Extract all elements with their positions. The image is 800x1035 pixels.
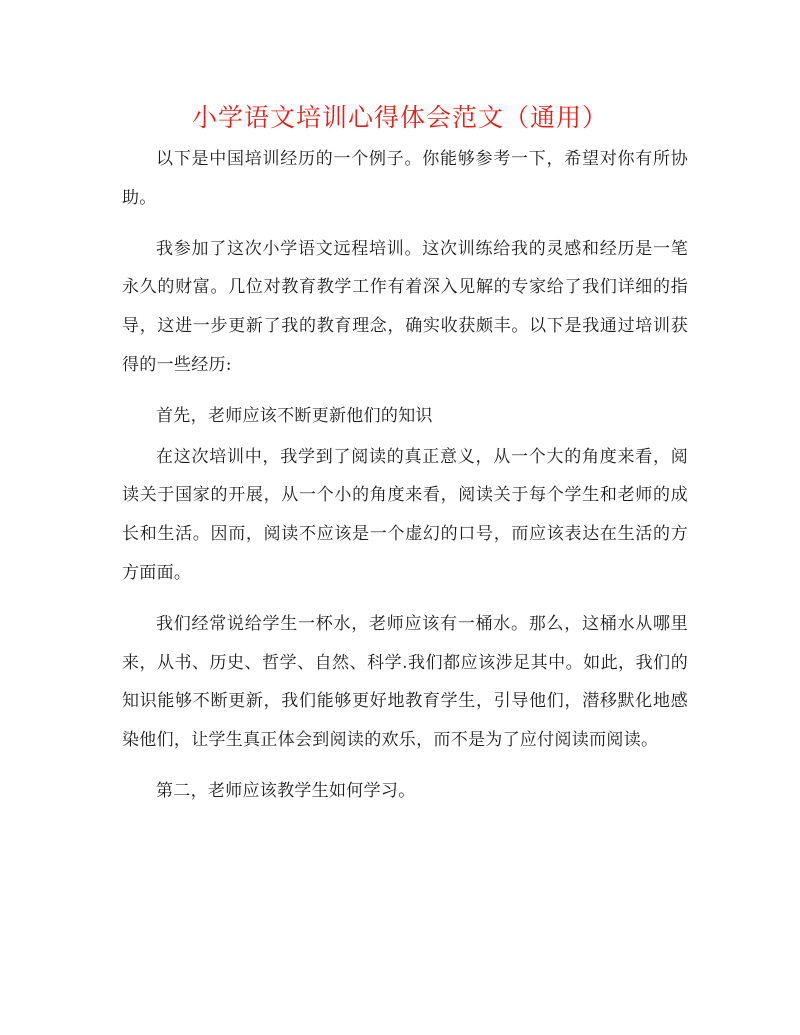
document-body — [122, 140, 688, 813]
paragraph-bucket-of-water: 我们经常说给学生一杯水，老师应该有一桶水。那么，这桶水从哪里来，从书、历史、哲学、自然、科学.我们都应该涉足其中。如此，我们的知识能够不断更新，我们能够更好地教育学生，引导他们，潜移默化地感染他们，让学生真正体会到阅读的欢乐，而不是为了应付阅读而阅读。 — [122, 613, 688, 751]
paragraph-training-experience: 我参加了这次小学语文远程培训。这次训练给我的灵感和经历是一笔永久的财富。几位对教育教学工作有着深入见解的专家给了我们详细的指导，这进一步更新了我的教育理念，确实收获颇丰。以下是我通过培训获得的一些经历: — [122, 238, 688, 375]
paragraph-first-point: 首先，老师应该不断更新他们的知识 — [156, 405, 433, 426]
paragraph-reading-meaning: 在这次培训中，我学到了阅读的真正意义，从一个大的角度来看，阅读关于国家的开展，从一个小的角度来看，阅读关于每个学生和老师的成长和生活。因而，阅读不应该是一个虚幻的口号，而应该表达在生活的方方面面。 — [122, 446, 688, 583]
document-title: 小学语文培训心得体会范文（通用） — [191, 103, 608, 132]
paragraph-intro: 以下是中国培训经历的一个例子。你能够参考一下，希望对你有所协助。 — [122, 149, 688, 208]
paragraph-second-point: 第二，老师应该教学生如何学习。 — [156, 780, 416, 801]
